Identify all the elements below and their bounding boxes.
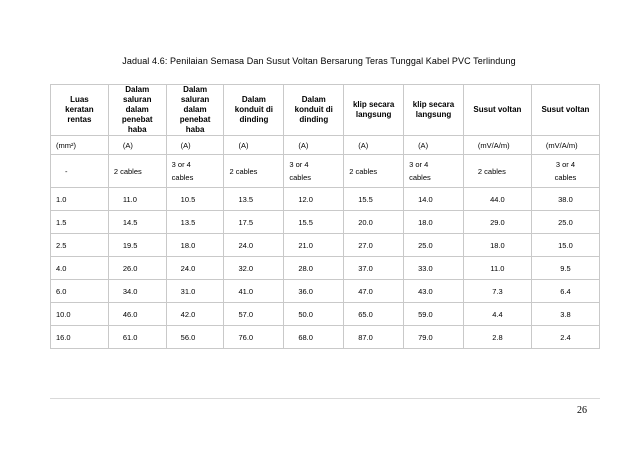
unit-cell: (A)	[224, 136, 284, 155]
table-row	[51, 211, 600, 234]
value-cell: 25.0	[531, 211, 599, 234]
cable-count-row	[51, 155, 600, 188]
value-cell: 21.0	[284, 234, 344, 257]
cable-count-two: 2 cables	[224, 155, 284, 188]
unit-cell: (A)	[284, 136, 344, 155]
value-cell: 13.5	[224, 188, 284, 211]
value-cell: 4.4	[463, 303, 531, 326]
three-or-four-label: 3 or 4	[409, 160, 429, 169]
value-cell: 11.0	[108, 188, 166, 211]
value-cell: 37.0	[344, 257, 404, 280]
value-cell: 79.0	[404, 326, 464, 349]
cross-section-cell: 1.0	[51, 188, 109, 211]
table-row	[51, 257, 600, 280]
data-rows	[51, 188, 600, 349]
value-cell: 2.8	[463, 326, 531, 349]
value-cell: 6.4	[531, 280, 599, 303]
table-title: Jadual 4.6: Penilaian Semasa Dan Susut Voltan Bersarung Teras Tunggal Kabel PVC Terlindung	[122, 56, 516, 66]
header-voltage-drop-2: Susut voltan	[463, 85, 531, 136]
value-cell: 25.0	[404, 234, 464, 257]
cross-section-cell: 1.5	[51, 211, 109, 234]
value-cell: 14.5	[108, 211, 166, 234]
value-cell: 27.0	[344, 234, 404, 257]
value-cell: 24.0	[166, 257, 224, 280]
value-cell: 15.0	[531, 234, 599, 257]
value-cell: 7.3	[463, 280, 531, 303]
cable-rating-table	[50, 84, 600, 349]
value-cell: 29.0	[463, 211, 531, 234]
cable-count-dash: -	[51, 155, 109, 188]
header-clipped-direct-3: klip secara langsung	[404, 85, 464, 136]
cross-section-cell: 2.5	[51, 234, 109, 257]
cables-label: cables	[554, 173, 577, 182]
cables-label: cables	[409, 173, 431, 182]
value-cell: 11.0	[463, 257, 531, 280]
value-cell: 65.0	[344, 303, 404, 326]
value-cell: 14.0	[404, 188, 464, 211]
value-cell: 28.0	[284, 257, 344, 280]
units-row	[51, 136, 600, 155]
three-or-four-label: 3 or 4	[289, 160, 309, 169]
header-row	[51, 85, 600, 136]
value-cell: 42.0	[166, 303, 224, 326]
value-cell: 43.0	[404, 280, 464, 303]
cable-count-two: 2 cables	[344, 155, 404, 188]
three-or-four-label: 3 or 4	[555, 160, 576, 169]
unit-cell: (mV/A/m)	[463, 136, 531, 155]
header-clipped-direct-2: klip secara langsung	[344, 85, 404, 136]
value-cell: 18.0	[166, 234, 224, 257]
value-cell: 57.0	[224, 303, 284, 326]
cable-count-two: 2 cables	[463, 155, 531, 188]
unit-cell: (A)	[404, 136, 464, 155]
three-or-four-label: 3 or 4	[171, 160, 191, 169]
page-number: 26	[577, 405, 587, 416]
header-cross-section: Luas keratan rentas	[51, 85, 109, 136]
value-cell: 36.0	[284, 280, 344, 303]
value-cell: 3.8	[531, 303, 599, 326]
cross-section-cell: 10.0	[51, 303, 109, 326]
value-cell: 76.0	[224, 326, 284, 349]
unit-cell: (A)	[108, 136, 166, 155]
cable-count-three-four	[284, 155, 344, 188]
cables-label: cables	[289, 173, 312, 182]
value-cell: 9.5	[531, 257, 599, 280]
value-cell: 56.0	[166, 326, 224, 349]
value-cell: 50.0	[284, 303, 344, 326]
value-cell: 12.0	[284, 188, 344, 211]
value-cell: 61.0	[108, 326, 166, 349]
value-cell: 44.0	[463, 188, 531, 211]
cable-count-three-four	[531, 155, 599, 188]
value-cell: 2.4	[531, 326, 599, 349]
value-cell: 24.0	[224, 234, 284, 257]
value-cell: 46.0	[108, 303, 166, 326]
value-cell: 18.0	[463, 234, 531, 257]
table-row	[51, 303, 600, 326]
value-cell: 32.0	[224, 257, 284, 280]
value-cell: 47.0	[344, 280, 404, 303]
value-cell: 41.0	[224, 280, 284, 303]
table-row	[51, 188, 600, 211]
cross-section-cell: 16.0	[51, 326, 109, 349]
header-thermal-insulation-3: Dalam saluran dalam penebat haba	[166, 85, 224, 136]
value-cell: 59.0	[404, 303, 464, 326]
value-cell: 20.0	[344, 211, 404, 234]
value-cell: 68.0	[284, 326, 344, 349]
value-cell: 87.0	[344, 326, 404, 349]
value-cell: 10.5	[166, 188, 224, 211]
unit-cell: (A)	[344, 136, 404, 155]
header-thermal-insulation-2: Dalam saluran dalam penebat haba	[108, 85, 166, 136]
value-cell: 33.0	[404, 257, 464, 280]
value-cell: 31.0	[166, 280, 224, 303]
value-cell: 38.0	[531, 188, 599, 211]
header-voltage-drop-3: Susut voltan	[531, 85, 599, 136]
table-row	[51, 326, 600, 349]
unit-cell: (A)	[166, 136, 224, 155]
cable-count-two: 2 cables	[108, 155, 166, 188]
value-cell: 19.5	[108, 234, 166, 257]
unit-cell: (mm²)	[51, 136, 109, 155]
cross-section-cell: 6.0	[51, 280, 109, 303]
cable-count-three-four	[166, 155, 224, 188]
value-cell: 15.5	[344, 188, 404, 211]
value-cell: 13.5	[166, 211, 224, 234]
unit-cell: (mV/A/m)	[531, 136, 599, 155]
table-row	[51, 234, 600, 257]
header-conduit-wall-2: Dalam konduit di dinding	[224, 85, 284, 136]
value-cell: 26.0	[108, 257, 166, 280]
value-cell: 34.0	[108, 280, 166, 303]
cross-section-cell: 4.0	[51, 257, 109, 280]
value-cell: 15.5	[284, 211, 344, 234]
cables-label: cables	[171, 173, 194, 182]
value-cell: 18.0	[404, 211, 464, 234]
footer-divider	[50, 398, 600, 399]
header-conduit-wall-3: Dalam konduit di dinding	[284, 85, 344, 136]
value-cell: 17.5	[224, 211, 284, 234]
cable-count-three-four	[404, 155, 464, 188]
table-row	[51, 280, 600, 303]
